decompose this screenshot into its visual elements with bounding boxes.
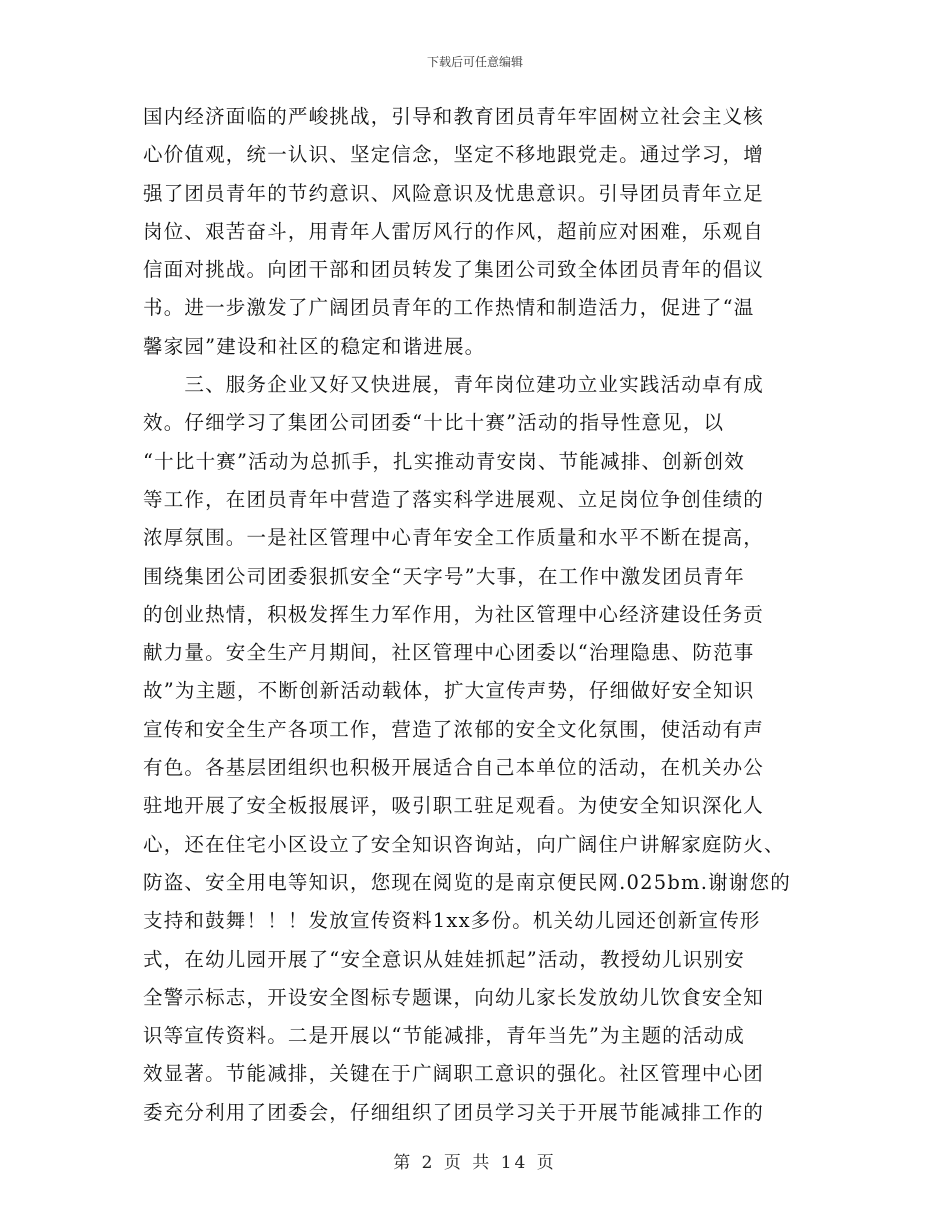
text-line: 效。仔细学习了集团公司团委“十比十赛”活动的指导性意见，以 bbox=[143, 411, 725, 435]
text-line: 围绕集团公司团委狠抓安全“天字号”大事，在工作中激发团员青年 bbox=[143, 564, 745, 588]
text-line: 心价值观，统一认识、坚定信念，坚定不移地跟党走。通过学习，增 bbox=[143, 143, 765, 167]
text-line: 国内经济面临的严峻挑战，引导和教育团员青年牢固树立社会主义核 bbox=[143, 105, 765, 128]
text-line: 等工作，在团员青年中营造了落实科学进展观、立足岗位争创佳绩的 bbox=[143, 487, 765, 511]
text-line: 信面对挑战。向团干部和团员转发了集团公司致全体团员青年的倡议 bbox=[143, 258, 765, 282]
text-line: 故”为主题，不断创新活动载体，扩大宣传声势，仔细做好安全知识 bbox=[143, 679, 755, 703]
text-line: 式，在幼儿园开展了“安全意识从娃娃抓起”活动，教授幼儿识别安 bbox=[143, 947, 745, 971]
text-line: “十比十赛”活动为总抓手，扎实推动青安岗、节能减排、创新创效 bbox=[143, 449, 745, 473]
text-line: 的创业热情，积极发挥生力军作用，为社区管理中心经济建设任务贡 bbox=[143, 602, 765, 626]
text-line: 委充分利用了团委会，仔细组织了团员学习关于开展节能减排工作的 bbox=[143, 1100, 765, 1124]
text-line: 驻地开展了安全板报展评，吸引职工驻足观看。为使安全知识深化人 bbox=[143, 794, 765, 818]
text-line: 书。进一步激发了广阔团员青年的工作热情和制造活力，促进了“温 bbox=[143, 296, 755, 320]
text-line: 三、服务企业又好又快进展，青年岗位建功立业实践活动卓有成 bbox=[143, 373, 765, 397]
text-line: 防盗、安全用电等知识，您现在阅览的是南京便民网.025bm.谢谢您的 bbox=[143, 870, 791, 894]
text-line: 心，还在住宅小区设立了安全知识咨询站，向广阔住户讲解家庭防火、 bbox=[143, 832, 785, 856]
text-line: 全警示标志，开设安全图标专题课，向幼儿家长发放幼儿饮食安全知 bbox=[143, 985, 765, 1009]
text-line: 有色。各基层团组织也积极开展适合自己本单位的活动，在机关办公 bbox=[143, 756, 765, 780]
text-line: 识等宣传资料。二是开展以“节能减排，青年当先”为主题的活动成 bbox=[143, 1024, 745, 1048]
text-line: 献力量。安全生产月期间，社区管理中心团委以“治理隐患、防范事 bbox=[143, 641, 755, 665]
text-line: 效显著。节能减排，关键在于广阔职工意识的强化。社区管理中心团 bbox=[143, 1062, 765, 1086]
text-line: 强了团员青年的节约意识、风险意识及忧患意识。引导团员青年立足 bbox=[143, 181, 765, 205]
text-line: 支持和鼓舞！！！发放宣传资料1xx多份。机关幼儿园还创新宣传形 bbox=[143, 909, 761, 933]
text-line: 宣传和安全生产各项工作，营造了浓郁的安全文化氛围，使活动有声 bbox=[143, 717, 765, 741]
body-text bbox=[143, 98, 823, 1132]
text-line: 馨家园”建设和社区的稳定和谐进展。 bbox=[143, 334, 486, 358]
page-footer: 第 2 页 共 14 页 bbox=[393, 1153, 557, 1173]
text-line: 岗位、艰苦奋斗，用青年人雷厉风行的作风，超前应对困难，乐观自 bbox=[143, 219, 765, 243]
text-line: 浓厚氛围。一是社区管理中心青年安全工作质量和水平不断在提高， bbox=[143, 526, 765, 550]
page-header: 下载后可任意编辑 bbox=[426, 55, 523, 69]
